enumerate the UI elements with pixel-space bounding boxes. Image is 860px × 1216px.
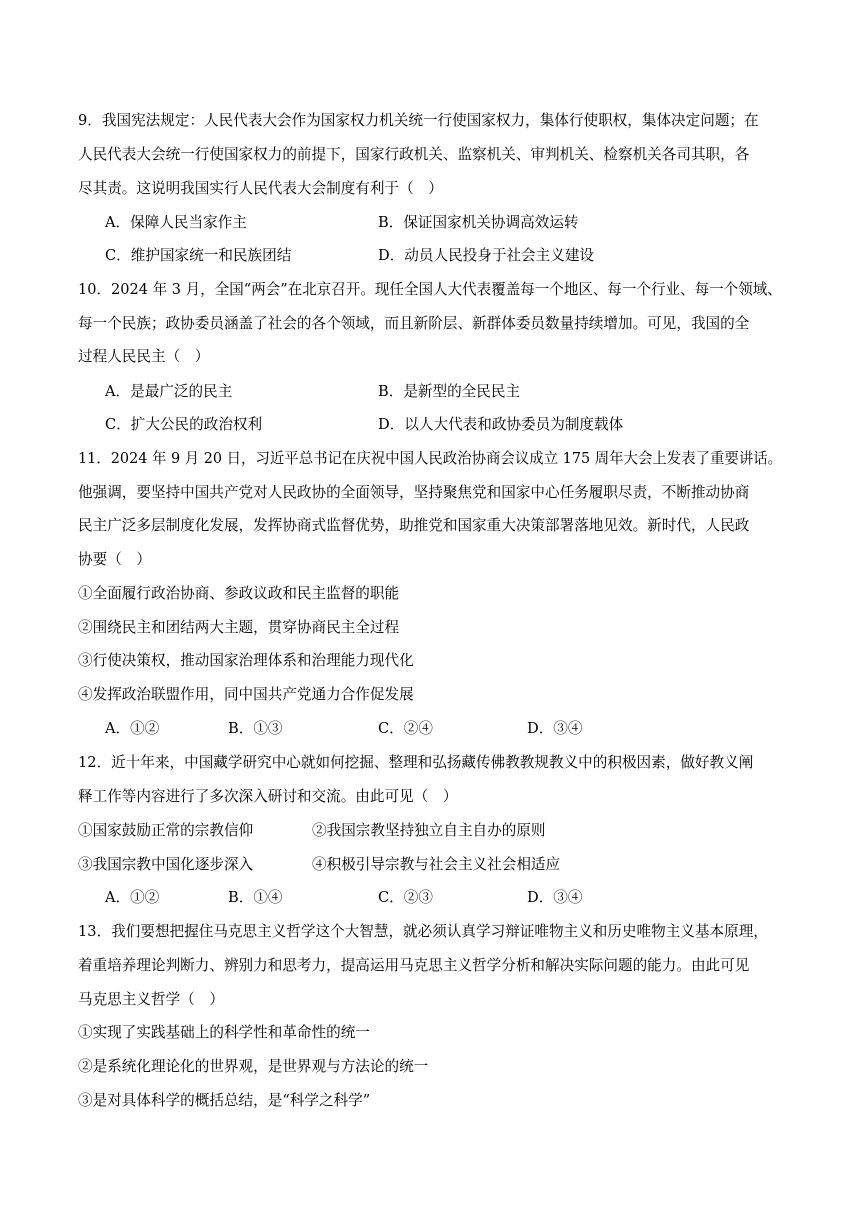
- q10-option-d: D．以人大代表和政协委员为制度载体: [378, 416, 624, 433]
- q10-option-b: B．是新型的全民民主: [378, 383, 521, 400]
- q10-option-a: A．是最广泛的民主: [105, 383, 233, 400]
- q11-stem-line-2: 他强调，要坚持中国共产党对人民政协的全面领导，坚持聚焦党和国家中心任务履职尽责，不断推动协商: [78, 484, 750, 501]
- q12-stem-line-2: 释工作等内容进行了多次深入研讨和交流。由此可见（ ）: [78, 788, 458, 805]
- q12-option-a: A．①②: [105, 889, 160, 906]
- q11-statement-2: ②围绕民主和团结两大主题，贯穿协商民主全过程: [78, 619, 400, 636]
- q12-statement-4: ④积极引导宗教与社会主义社会相适应: [312, 856, 561, 873]
- q11-stem-line-1: 11．2024 年 9 月 20 日，习近平总书记在庆祝中国人民政治协商会议成立 175 周年大会上发表了重要讲话。: [78, 450, 783, 467]
- q11-option-d: D．③④: [527, 720, 583, 737]
- q11-stem-line-3: 民主广泛多层制度化发展，发挥协商式监督优势，助推党和国家重大决策部署落地见效。新时代，人民政: [78, 517, 750, 534]
- q12-option-c: C．②③: [378, 889, 433, 906]
- q9-option-b: B．保证国家机关协调高效运转: [378, 214, 579, 231]
- q13-statement-1: ①实现了实践基础上的科学性和革命性的统一: [78, 1024, 370, 1041]
- q11-stem-line-4: 协要（ ）: [78, 551, 151, 568]
- q13-stem-line-2: 着重培养理论判断力、辨别力和思考力，提高运用马克思主义哲学分析和解决实际问题的能力。由此可见: [78, 957, 750, 974]
- q9-option-a: A．保障人民当家作主: [105, 214, 247, 231]
- q13-statement-2: ②是系统化理论化的世界观，是世界观与方法论的统一: [78, 1058, 429, 1075]
- q12-option-b: B．①④: [228, 889, 283, 906]
- q10-option-c: C．扩大公民的政治权利: [105, 416, 263, 433]
- q11-statement-1: ①全面履行政治协商、参政议政和民主监督的职能: [78, 585, 400, 602]
- q9-stem-line-1: 9．我国宪法规定：人民代表大会作为国家权力机关统一行使国家权力，集体行使职权，集体决定问题；在: [78, 112, 759, 129]
- q11-statement-3: ③行使决策权，推动国家治理体系和治理能力现代化: [78, 652, 414, 669]
- q11-option-c: C．②④: [378, 720, 433, 737]
- q12-option-d: D．③④: [527, 889, 583, 906]
- q9-stem-line-2: 人民代表大会统一行使国家权力的前提下，国家行政机关、监察机关、审判机关、检察机关各司其职，各: [78, 146, 750, 163]
- q10-stem-line-2: 每一个民族；政协委员涵盖了社会的各个领域，而且新阶层、新群体委员数量持续增加。可见，我国的全: [78, 315, 750, 332]
- q11-statement-4: ④发挥政治联盟作用，同中国共产党通力合作促发展: [78, 686, 414, 703]
- q12-statement-1: ①国家鼓励正常的宗教信仰: [78, 822, 254, 839]
- q10-stem-line-1: 10．2024 年 3 月，全国“两会”在北京召开。现任全国人大代表覆盖每一个地区、每一个行业、每一个领域、: [78, 281, 782, 298]
- q12-statement-2: ②我国宗教坚持独立自主自办的原则: [312, 822, 546, 839]
- q13-stem-line-1: 13．我们要想把握住马克思主义哲学这个大智慧，就必须认真学习辩证唯物主义和历史唯物主义基本原理，: [78, 923, 768, 940]
- q9-option-d: D．动员人民投身于社会主义建设: [378, 247, 595, 264]
- q11-option-b: B．①③: [228, 720, 283, 737]
- q9-stem-line-3: 尽其责。这说明我国实行人民代表大会制度有利于（ ）: [78, 180, 443, 197]
- q13-statement-3: ③是对具体科学的概括总结，是“科学之科学”: [78, 1092, 371, 1109]
- q11-option-a: A．①②: [105, 720, 160, 737]
- q10-stem-line-3: 过程人民民主（ ）: [78, 348, 210, 365]
- q13-stem-line-3: 马克思主义哲学（ ）: [78, 991, 224, 1008]
- q12-statement-3: ③我国宗教中国化逐步深入: [78, 856, 254, 873]
- q9-option-c: C．维护国家统一和民族团结: [105, 247, 292, 264]
- q12-stem-line-1: 12．近十年来，中国藏学研究中心就如何挖掘、整理和弘扬藏传佛教教规教义中的积极因素，做好教义阐: [78, 754, 754, 771]
